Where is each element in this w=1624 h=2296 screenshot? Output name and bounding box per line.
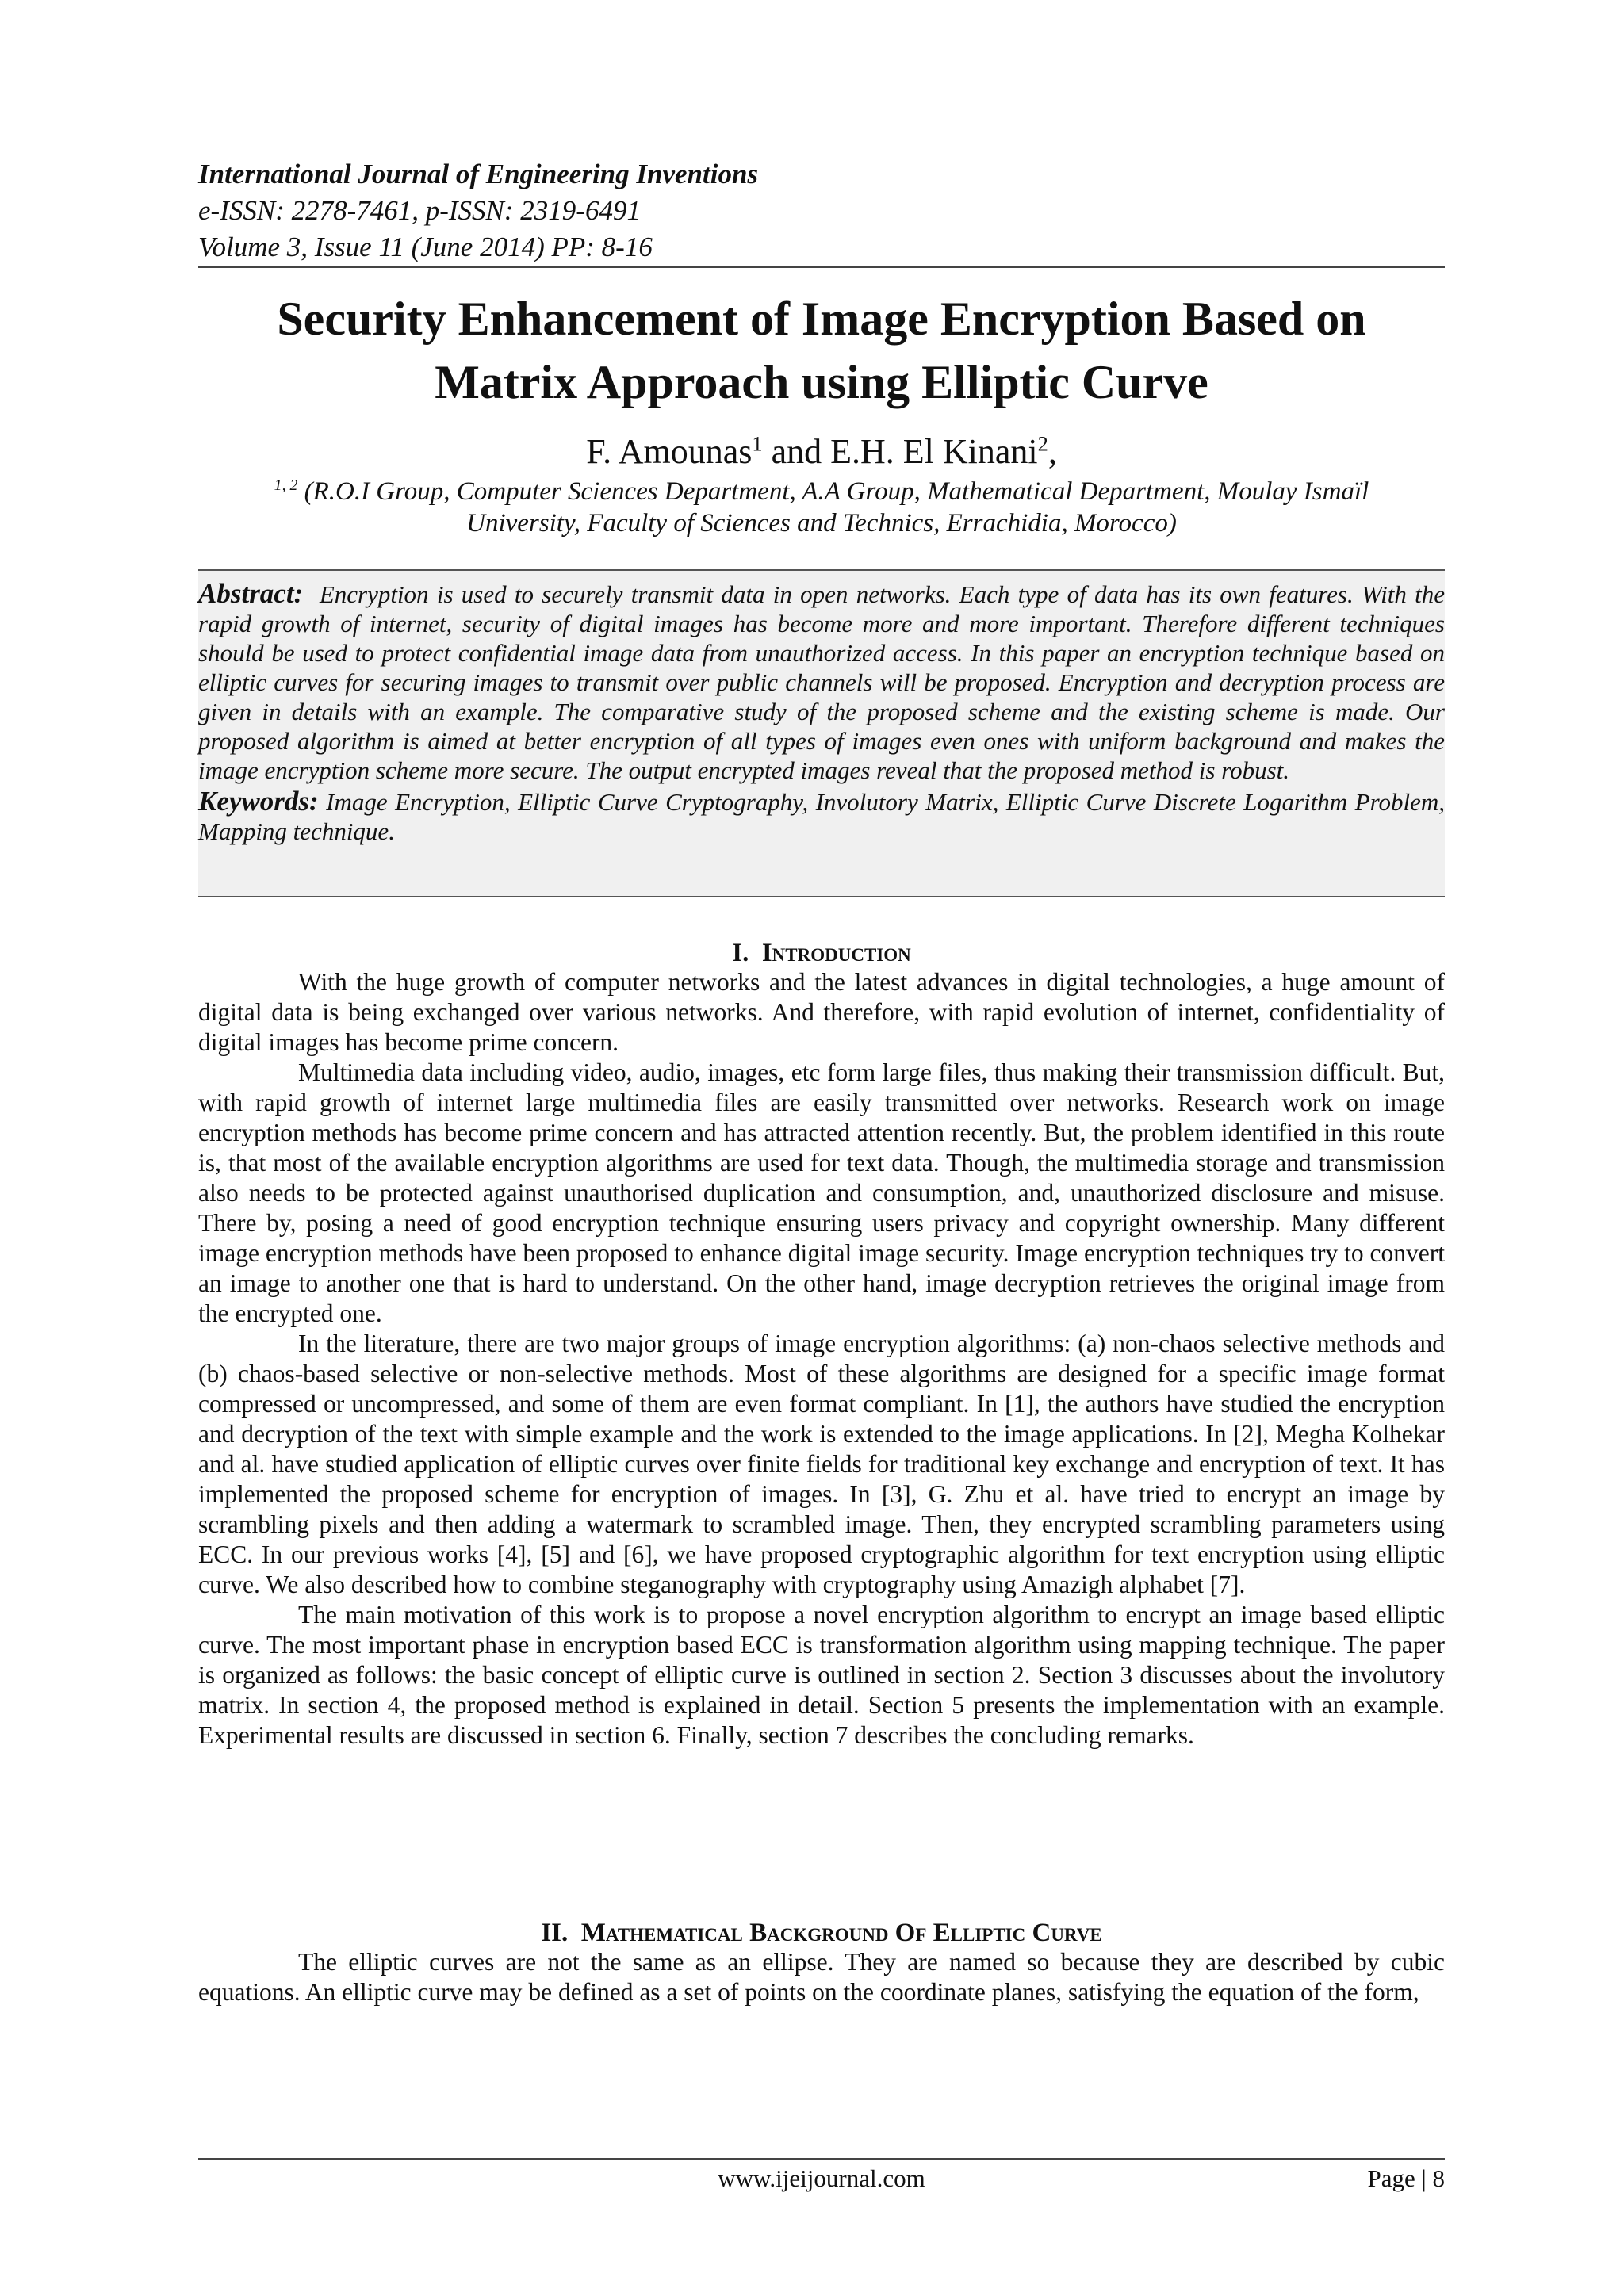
keywords-label: Keywords: — [198, 786, 319, 817]
author-2: E.H. El Kinani — [830, 432, 1038, 471]
affiliation — [198, 476, 1445, 539]
page-number: Page | 8 — [1367, 2164, 1445, 2192]
footer-rule — [198, 2158, 1445, 2160]
author-1-affil-mark: 1 — [752, 431, 763, 456]
affiliation-marks: 1, 2 — [274, 476, 298, 494]
header-rule — [198, 266, 1445, 268]
section-1-number: I. — [732, 939, 749, 967]
paragraph: In the literature, there are two major groups of image encryption algorithms: (a) non-chaos selective methods and (b) chaos-based selective or non-selective methods. Most of these algorithms are designed for a specific image format compressed or uncompressed, and some of them are even format compliant. In [1], the authors have studied the encryption and decryption of the text with simple example and the work is extended to the image applications. In [2], Megha Kolhekar and al. have studied application of elliptic curves over finite fields for traditional key exchange and encryption of text. It has implemented the proposed scheme for encryption of images. In [3], G. Zhu et al. have tried to encrypt an image by scrambling pixels and then adding a watermark to scrambled image. Then, they encrypted scrambling parameters using ECC. In our previous works [4], [5] and [6], we have proposed cryptographic algorithm for text encryption using elliptic curve. We also described how to combine steganography with cryptography using Amazigh alphabet [7]. — [198, 1330, 1445, 1598]
title-line-1: Security Enhancement of Image Encryption Based on — [277, 293, 1366, 345]
author-1: F. Amounas — [586, 432, 753, 471]
journal-volume: Volume 3, Issue 11 (June 2014) PP: 8-16 — [198, 232, 653, 262]
author-trailing-comma: , — [1048, 432, 1057, 471]
paper-title — [198, 287, 1445, 414]
section-2-title: Mathematical Background Of Elliptic Curve — [580, 1919, 1102, 1947]
section-1-body — [198, 967, 1445, 1751]
author-conjunction: and — [762, 432, 831, 471]
section-2-number: II. — [541, 1919, 569, 1947]
abstract-box — [198, 569, 1445, 897]
abstract-label: Abstract: — [198, 578, 304, 609]
section-1-heading — [198, 937, 1445, 969]
section-2-heading — [198, 1917, 1445, 1949]
section-1-title: Introduction — [761, 939, 911, 967]
author-2-affil-mark: 2 — [1037, 431, 1048, 456]
journal-name: International Journal of Engineering Inventions — [198, 159, 759, 189]
journal-issn: e-ISSN: 2278-7461, p-ISSN: 2319-6491 — [198, 195, 641, 226]
paper-page — [198, 0, 1445, 2296]
paragraph: The main motivation of this work is to propose a novel encryption algorithm to encrypt an image based elliptic curve. The most important phase in encryption based ECC is transformation algorithm using mapping technique. The paper is organized as follows: the basic concept of elliptic curve is outlined in section 2. Section 3 discusses about the involutory matrix. In section 4, the proposed method is explained in detail. Section 5 presents the implementation with an example. Experimental results are discussed in section 6. Finally, section 7 describes the concluding remarks. — [198, 1601, 1445, 1749]
abstract-text: Encryption is used to securely transmit data in open networks. Each type of data has its own features. With the rapid growth of internet, security of digital images has become more and more important. Therefore different techniques should be used to protect confidential image data from unauthorized access. In this paper an encryption technique based on elliptic curves for securing images to transmit over public channels will be proposed. Encryption and decryption process are given in details with an example. The comparative study of the proposed scheme and the existing scheme is made. Our proposed algorithm is aimed at better encryption of all types of images even ones with uniform background and makes the image encryption scheme more secure. The output encrypted images reveal that the proposed method is robust. — [198, 580, 1446, 784]
paragraph: The elliptic curves are not the same as an ellipse. They are named so because they are described by cubic equations. An elliptic curve may be defined as a set of points on the coordinate planes, satisfying the equation of the form, — [198, 1948, 1445, 2006]
affiliation-text-1: (R.O.I Group, Computer Sciences Department, A.A Group, Mathematical Department, Moulay Ismaïl — [297, 477, 1369, 506]
affiliation-line-2: University, Faculty of Sciences and Technics, Errachidia, Morocco) — [466, 509, 1177, 538]
abstract — [198, 579, 1445, 785]
paragraph: Multimedia data including video, audio, images, etc form large files, thus making their transmission difficult. But, with rapid growth of internet large multimedia files are easily transmitted over networks. Research work on image encryption methods has become prime concern and has attracted attention recently. But, the problem identified in this route is, that most of the available encryption algorithms are used for text data. Though, the multimedia storage and transmission also needs to be protected against unauthorised duplication and consumption, and, unauthorized disclosure and misuse. There by, posing a need of good encryption technique ensuring users privacy and copyright ownership. Many different image encryption methods have been proposed to enhance digital image security. Image encryption techniques try to convert an image to another one that is hard to understand. On the other hand, image decryption retrieves the original image from the encrypted one. — [198, 1058, 1445, 1327]
keywords — [198, 786, 1445, 846]
affiliation-line-1 — [198, 476, 1445, 507]
journal-url[interactable]: www.ijeijournal.com — [718, 2164, 925, 2192]
author-list — [198, 430, 1445, 474]
title-line-2: Matrix Approach using Elliptic Curve — [435, 356, 1208, 408]
section-2-body — [198, 1947, 1445, 2007]
keywords-text: Image Encryption, Elliptic Curve Cryptography, Involutory Matrix, Elliptic Curve Discrete Logarithm Problem, Mapping technique. — [198, 788, 1446, 845]
paragraph: With the huge growth of computer networks and the latest advances in digital technologies, a huge amount of digital data is being exchanged over various networks. And therefore, with rapid evolution of internet, confidentiality of digital images has become prime concern. — [198, 968, 1445, 1056]
journal-header — [198, 156, 1445, 266]
